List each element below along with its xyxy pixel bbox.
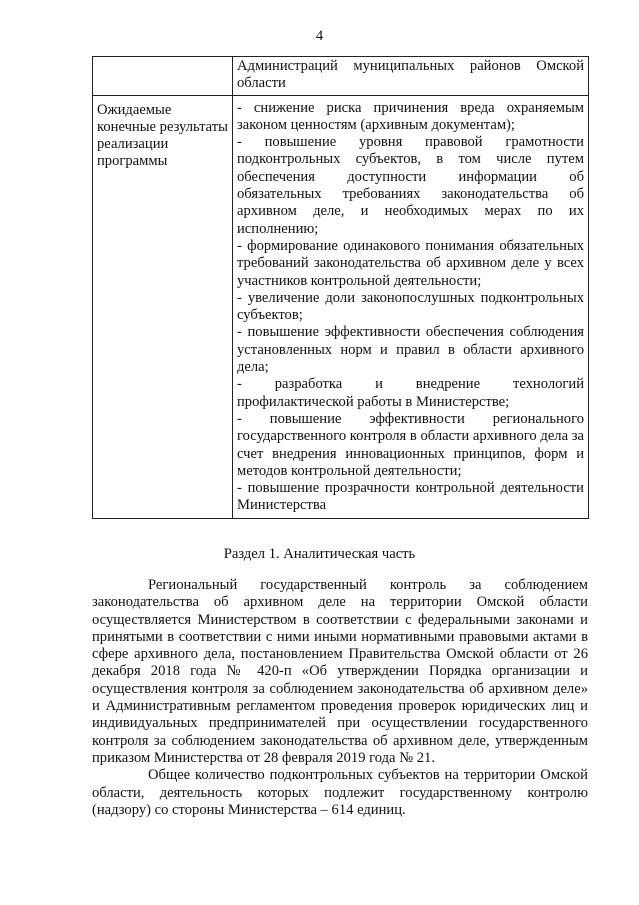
list-item: - повышение уровня правовой грамотности подконтрольных субъектов, в том числе путем обеспечения доступности информации об обязательных требованиях законодательства об архивном деле, и необходимых мерах по их исполнению;	[237, 134, 584, 237]
list-item: - разработка и внедрение технологий профилактической работы в Министерстве;	[237, 376, 584, 410]
expected-results-list	[233, 95, 589, 518]
paragraph: Региональный государственный контроль за соблюдением законодательства об архивном деле на территории Омской области осуществляется Министерством в соответствии с федеральными законами и принятыми в соответствии с ними иными нормативными правовыми актами в сфере архивного дела, постановлением Правительства Омской области от 26 декабря 2018 года № 420-п «Об утверждении Порядка организации и осуществления контроля за соблюдением законодательства об архивном деле» и Административным регламентом проведения проверок юридических лиц и индивидуальных предпринимателей при осуществлении государственного контроля за соблюдением законодательства об архивном деле, утвержденным приказом Министерства от 28 февраля 2019 года № 21.	[92, 577, 588, 766]
table-row	[93, 57, 589, 96]
table-row	[93, 95, 589, 518]
list-item: - увеличение доли законопослушных подконтрольных субъектов;	[237, 289, 584, 324]
list-item: - повышение эффективности регионального государственного контроля в области архивного дела за счет внедрения инновационных принципов, форм и методов контрольной деятельности;	[237, 410, 584, 479]
list-item: - повышение прозрачности контрольной деятельности Министерства	[237, 480, 584, 514]
page-number: 4	[315, 28, 324, 44]
paragraph: Общее количество подконтрольных субъектов на территории Омской области, деятельность которых подлежит государственному контролю (надзору) со стороны Министерства – 614 единиц.	[92, 767, 588, 818]
table-cell-empty	[93, 57, 233, 96]
expected-results-label: Ожидаемые конечные результаты реализации программы	[93, 95, 233, 518]
table-cell-administrations: Администраций муниципальных районов Омской области	[233, 57, 589, 96]
body-text	[92, 577, 588, 819]
list-item: - формирование одинакового понимания обязательных требований законодательства об архивном деле у всех участников контрольной деятельности;	[237, 237, 584, 289]
list-item: - снижение риска причинения вреда охраняемым законом ценностям (архивным документам);	[237, 99, 584, 133]
program-passport-table	[92, 56, 589, 519]
results-list	[237, 96, 584, 518]
list-item: - повышение эффективности обеспечения соблюдения установленных норм и правил в области архивного дела;	[237, 324, 584, 376]
section-heading: Раздел 1. Аналитическая часть	[223, 546, 416, 562]
